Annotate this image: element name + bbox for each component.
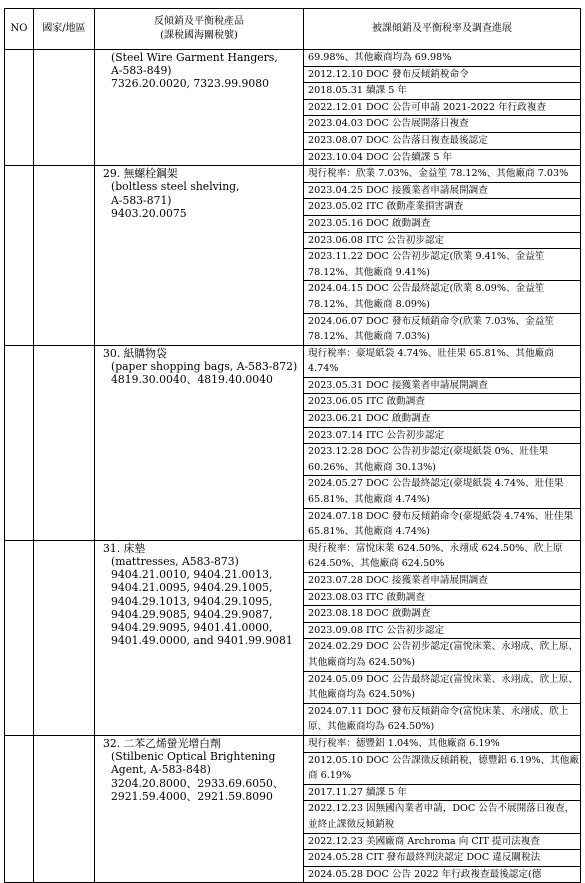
progress-entry: 2023.11.22 DOC 公告初步認定(欣業 9.41%、金益笙 78.12%、其他廠商 9.41%)	[304, 249, 580, 281]
product-line: 9404.21.0095, 9404.29.1005,	[111, 581, 273, 595]
table-body	[5, 50, 581, 883]
product-cell	[95, 735, 304, 882]
product-line: (Steel Wire Garment Hangers,	[111, 51, 278, 64]
product-line: 2921.59.4000、2921.59.8090	[111, 789, 273, 803]
product-line: Agent, A-583-848)	[111, 763, 211, 777]
row-no-cell	[5, 166, 34, 346]
product-title: 30. 紙購物袋	[103, 346, 167, 360]
progress-entry: 2023.04.25 DOC 接獲業者申請展開調查	[304, 183, 580, 200]
header-progress: 被課傾銷及平衡稅率及調查進展	[304, 9, 581, 50]
header-product-sub: (課稅國海關稅號)	[160, 30, 238, 41]
progress-entry: 2023.08.18 DOC 啟動調查	[304, 606, 580, 623]
product-cell	[95, 50, 304, 166]
progress-entry: 2012.12.10 DOC 發布反傾銷稅命令	[304, 67, 580, 84]
progress-entry: 2023.06.21 DOC 啟動調查	[304, 411, 580, 428]
product-title: 29. 無螺栓鋼架	[103, 167, 178, 181]
progress-entry: 2024.05.09 DOC 公告最終認定(富悅床業、永翊成、欣上原、其他廠商均為 624.50%)	[304, 672, 580, 704]
trade-remedy-table	[4, 8, 581, 883]
row-no-cell	[5, 50, 34, 166]
progress-entry: 現行稅率：欣業 7.03%、金益笙 78.12%、其他廠商 7.03%	[304, 166, 580, 183]
table-row	[5, 166, 581, 346]
row-country-cell	[34, 50, 95, 166]
progress-entry: 69.98%、其他廠商均為 69.98%	[304, 50, 580, 67]
product-title: 32. 二苯乙烯螢光增白劑	[103, 736, 221, 750]
progress-entry: 2022.12.23 美國廠商 Archroma 向 CIT 提司法複查	[304, 834, 580, 851]
product-line: A-583-849)	[111, 64, 172, 78]
progress-entry: 2024.07.11 DOC 發布反傾銷命令(富悅床業、永翊成、欣上原、其他廠商均為 624.50%)	[308, 705, 569, 733]
product-line: 4819.30.0040、4819.40.0040	[111, 373, 273, 387]
row-country-cell	[34, 345, 95, 540]
product-cell	[95, 166, 304, 346]
product-line: 9401.49.0000, and 9401.99.9081	[111, 634, 293, 648]
progress-entry: 2024.04.15 DOC 公告最終認定(欣業 8.09%、金益笙 78.12%、其他廠商 8.09%)	[304, 281, 580, 313]
header-product	[95, 9, 304, 50]
progress-entry: 2023.12.28 DOC 公告初步認定(豪堤紙袋 0%、壯佳果 60.26%、其他廠商 30.13%)	[304, 444, 580, 476]
row-no-cell	[5, 345, 34, 540]
progress-cell	[304, 345, 581, 540]
product-line: 9404.21.0010, 9404.21.0013,	[111, 568, 273, 582]
header-country-label: 國家/地區	[42, 23, 86, 34]
progress-entry: 2023.10.04 DOC 公告續課 5 年	[308, 151, 453, 163]
table-row	[5, 735, 581, 882]
progress-entry: 2024.02.29 DOC 公告初步認定(富悅床業、永翊成、欣上原、其他廠商均為 624.50%)	[304, 639, 580, 671]
progress-entry: 現行稅率：德豐鋁 1.04%、其他廠商 6.19%	[304, 736, 580, 753]
product-line: 9404.29.9095, 9401.41.0000,	[111, 621, 273, 635]
progress-cell	[304, 166, 581, 346]
progress-cell	[304, 735, 581, 882]
progress-entry: 2023.09.08 ITC 公告初步認定	[304, 623, 580, 640]
progress-entry: 2023.05.31 DOC 接獲業者申請展開調查	[304, 378, 580, 395]
progress-entry: 2024.05.28 DOC 公告 2022 年行政複查最後認定(德	[308, 868, 542, 880]
progress-cell	[304, 540, 581, 735]
product-line: 9404.29.9085, 9404.29.9087,	[111, 607, 273, 621]
product-line: (Stilbenic Optical Brightening	[111, 750, 276, 764]
row-no-cell	[5, 735, 34, 882]
row-country-cell	[34, 540, 95, 735]
progress-entry: 2024.05.27 DOC 公告最終認定(豪堤紙袋 4.74%、壯佳果 65.81%、其他廠商 4.74%)	[304, 476, 580, 508]
row-no-cell	[5, 540, 34, 735]
product-line: 9403.20.0075	[111, 206, 187, 220]
progress-entry: 2023.05.16 DOC 啟動調查	[304, 216, 580, 233]
progress-entry: 2023.06.05 ITC 啟動調查	[304, 394, 580, 411]
table-header-row	[5, 9, 581, 50]
product-line: (boltless steel shelving,	[111, 180, 240, 194]
progress-entry: 2024.07.18 DOC 發布反傾銷命令(豪堤紙袋 4.74%、壯佳果 65.81%、其他廠商 4.74%)	[308, 510, 574, 538]
progress-entry: 2017.11.27 續課 5 年	[304, 785, 580, 802]
header-product-label: 反傾銷及平衡稅產品	[154, 16, 244, 27]
progress-entry: 2012.05.10 DOC 公告課徵反傾銷稅，德豐鋁 6.19%、其他廠商 6.19%	[304, 753, 580, 785]
progress-entry: 2023.08.03 ITC 啟動調查	[304, 590, 580, 607]
product-line: 3204.20.8000、2933.69.6050、	[111, 776, 284, 790]
product-title: 31. 床墊	[103, 541, 146, 555]
progress-entry: 2022.12.01 DOC 公告可申請 2021-2022 年行政複查	[304, 100, 580, 117]
progress-entry: 現行稅率：豪堤紙袋 4.74%、壯佳果 65.81%、其他廠商 4.74%	[304, 346, 580, 378]
progress-entry: 2018.05.31 續課 5 年	[304, 83, 580, 100]
progress-entry: 現行稅率：富悅床業 624.50%、永翊成 624.50%、欣上原 624.50%、其他廠商 624.50%	[304, 541, 580, 573]
progress-entry: 2022.12.23 因無國內業者申請，DOC 公告不展開落日複查，並終止課徵反傾銷稅	[304, 801, 580, 833]
header-no: NO	[5, 9, 34, 50]
row-country-cell	[34, 166, 95, 346]
table-row	[5, 540, 581, 735]
product-cell	[95, 345, 304, 540]
table-row	[5, 50, 581, 166]
product-cell	[95, 540, 304, 735]
progress-entry: 2023.08.07 DOC 公告落日複查最後認定	[304, 133, 580, 150]
progress-entry: 2023.07.14 ITC 公告初步認定	[304, 428, 580, 445]
product-line: A-583-871)	[111, 193, 172, 207]
table-row	[5, 345, 581, 540]
progress-entry: 2023.06.08 ITC 公告初步認定	[304, 233, 580, 250]
progress-cell	[304, 50, 581, 166]
row-country-cell	[34, 735, 95, 882]
progress-entry: 2023.07.28 DOC 接獲業者申請展開調查	[304, 573, 580, 590]
product-line: 7326.20.0020, 7323.99.9080	[111, 77, 269, 91]
product-line: (mattresses, A583-873)	[111, 555, 239, 569]
progress-entry: 2024.05.28 CIT 發布最終判決認定 DOC 違反關稅法	[304, 850, 580, 867]
product-line: (paper shopping bags, A-583-872)	[111, 359, 298, 373]
progress-entry: 2023.05.02 ITC 啟動產業損害調查	[304, 199, 580, 216]
progress-entry: 2023.04.03 DOC 公告展開落日複查	[304, 116, 580, 133]
header-country	[34, 9, 95, 50]
product-line: 9404.29.1013, 9404.29.1095,	[111, 594, 273, 608]
progress-entry: 2024.06.07 DOC 發布反傾銷命令(欣業 7.03%、金益笙 78.12%、其他廠商 7.03%)	[308, 315, 554, 343]
